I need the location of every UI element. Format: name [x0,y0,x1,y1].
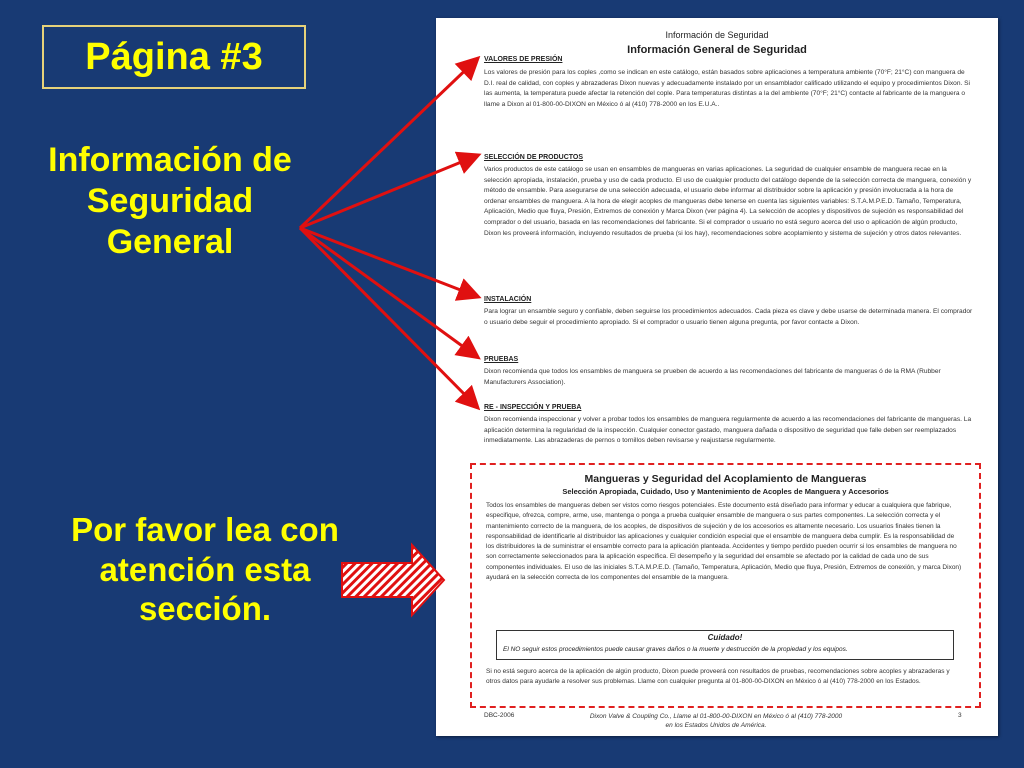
section-body: Dixon recomienda inspeccionar y volver a probar todos los ensambles de manguera regularmente de acuerdo a las recomendaciones del fabricante de mangueras. La aplicación determina la regularidad de la inspección. Cualquier conector gastado, manguera dañada o dispositivo de seguridad que falle deben ser reemplazados inmediatamente. Las abrazaderas de pernos o tornillos deben revisarse y reajustarse regularmente. [484,416,972,445]
read-label: Por favor lea con atención esta sección. [71,511,339,628]
arrow-to-pruebas [300,228,476,356]
section-heading: SELECCIÓN DE PRODUCTOS [484,154,584,161]
doc-header-main: Información General de Seguridad [627,44,807,56]
arrow-to-seleccion [300,156,476,228]
section-body: Varios productos de este catálogo se usan en ensambles de mangueras en varias aplicaciones. La seguridad de cualquier ensamble de manguera recae en la selección apropiada, instalación, prueba y uso de cada producto. El uso de cualquier producto del catálogo depende de la selección correcta de manguera, conexión y método de ensamble. Para asegurarse de una selección adecuada, el usuario debe informar al distribuidor sobre la aplicación y presión involucrada a la hora de ordenar ensambles de manguera. A la hora de elegir acoples de mangueras debe tenerse en cuenta las siguientes variables: S.T.A.M.P.E.D. Tamaño, Temperatura, Aplicación, Medio que fluya, Presión, Extremos de conexión y Marca Dixon (ver página 4). La selección de acoples y dispositivos de sujeción es responsabilidad del comprador o del usuario, basada en las recomendaciones del fabricante. Si el comprador o usuario no está seguro acerca del uso o aplicación de algún producto, Dixon les proveerá información, incluyendo resultados de prueba (si los hay), recomendaciones sobre acoplamiento y sistema de sujeción y otros datos relevantes. [484,166,972,237]
info-label: Información de Seguridad General [48,141,292,261]
page-title: Página #3 [85,35,263,78]
warning-text: El NO seguir estos procedimientos puede causar graves daños o la muerte y destrucción de la propiedad y los equipos. [503,646,848,653]
callout-title: Mangueras y Seguridad del Acoplamiento de Mangueras [584,473,867,485]
arrow-to-reinspeccion [300,228,476,406]
callout-body: Todos los ensambles de mangueras deben ser vistos como riesgos potenciales. Este documento está diseñado para informar y educar a cualquiera que fabrique, especifique, ofrezca, compre, arme, use, mantenga o ponga a prueba cualquier ensamble de manguera o sus partes componentes. La selección correcta y el mantenimiento correcto de la manguera, de los acoples, de dispositivos de sujeción y de los accesorios es altamente necesario. Los usuarios finales tienen la responsabilidad de identificarle al distribuidor las aplicaciones y cualquier condición especial que el ensamble de manguera deba cumplir. Es la responsabilidad de los distribuidores la de suministrar el ensamble correcto para la aplicación planteada. Accidentes y tiempo perdido pueden ocurrir si los ensambles de manguera no son correctamente seleccionados para la aplicación específica. El desempeño y la seguridad del ensamble se afectado por la calidad de cada uno de sus componentes individuales. El uso de las iniciales S.T.A.M.P.E.D. (Tamaño, Temperatura, Aplicación, Medio que fluya, Presión, Extremos de conexión, y marca Dixon) ayudará en la selección correcta de los componentes del ensamble de la manguera. [486,502,962,582]
section-body: Para lograr un ensamble seguro y confiable, deben seguirse los procedimientos adecuados. Cada pieza es clave y debe usarse de determinada manera. El comprador o usuario debe seguir el procedimiento apropiado. Si el comprador o usuario tienen alguna pregunta, por favor contacte a Dixon. [484,308,973,326]
section-heading: INSTALACIÓN [484,296,532,303]
section-heading: RE - INSPECCIÓN Y PRUEBA [484,404,582,411]
section-heading: VALORES DE PRESIÓN [484,56,563,63]
footer-contact: Dixon Valve & Coupling Co., Llame al 01-800-00-DIXON en México ó al (410) 778-2000 en los Estados Unidos de América. [589,713,843,729]
pointer-arrows [300,60,476,406]
arrow-to-presion [300,60,476,228]
arrow-to-instalacion [300,228,476,296]
section-body: Dixon recomienda que todos los ensambles de manguera se prueben de acuerdo a las recomendaciones del fabricante de mangueras ó de la RMA (Rubber Manufacturers Association). [484,368,941,386]
callout-after-text: Si no está seguro acerca de la aplicación de algún producto, Dixon puede proveerá con resultados de pruebas, recomendaciones sobre acoples y abrazaderas y otros datos para ayudarle a resolver sus problemas. Llame con cualquier pregunta al 01-800-00-DIXON en México ó al (410) 778-2000 en los Estados. [486,668,950,686]
warning-title: Cuidado! [707,633,743,642]
section-body: Los valores de presión para los coples ,como se indican en este catálogo, están basados sobre aplicaciones a temperatura ambiente (70°F; 21°C) con manguera de D.I. real de calidad, con coples y abrazaderas Dixon nuevas y adecuadamente instalado por un ensamblador calificado utilizando el equipo y procedimientos Dixon. Si las aumenta, la temperatura puede afectar la retención del cople. Para temperaturas distintas a la del ambiente (70°F; 21°C) contacte al fabricante de la manguera o llame a Dixon al 01-800-00-DIXON en México ó al (410) 778-2000 en los E.U.A.. [484,69,971,108]
hatched-arrow-icon [342,545,444,615]
section-heading: PRUEBAS [484,356,519,363]
callout-subtitle: Selección Apropiada, Cuidado, Uso y Mantenimiento de Acoples de Manguera y Accesorios [562,487,889,496]
doc-header-small: Información de Seguridad [665,30,769,40]
footer-page-number: 3 [958,712,962,719]
footer-code: DBC-2006 [484,712,515,719]
